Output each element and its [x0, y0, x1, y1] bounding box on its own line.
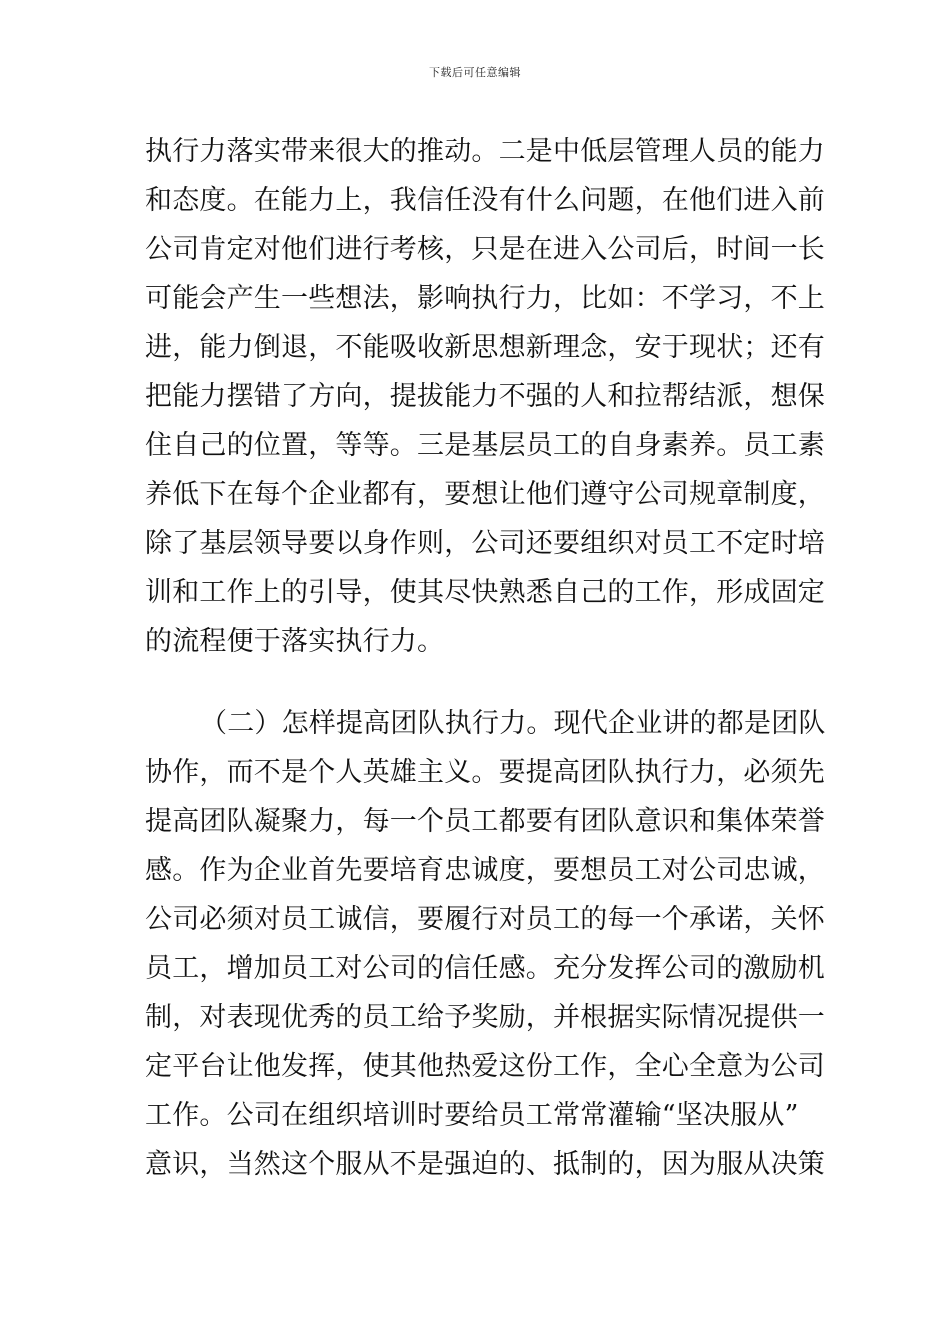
text-line: 养低下在每个企业都有，要想让他们遵守公司规章制度， — [145, 479, 825, 510]
text-line: 把能力摆错了方向，提拔能力不强的人和拉帮结派，想保 — [145, 381, 825, 412]
text-line: 可能会产生一些想法，影响执行力，比如：不学习，不上 — [145, 283, 825, 314]
text-line: 员工，增加员工对公司的信任感。充分发挥公司的激励机 — [145, 953, 825, 984]
text-line: 训和工作上的引导，使其尽快熟悉自己的工作，形成固定 — [145, 577, 825, 608]
text-line: 执行力落实带来很大的推动。二是中低层管理人员的能力 — [145, 136, 825, 167]
body-paragraph-1 — [145, 127, 825, 666]
text-line: 进，能力倒退，不能吸收新思想新理念，安于现状；还有 — [145, 332, 825, 363]
text-line: 提高团队凝聚力，每一个员工都要有团队意识和集体荣誉 — [145, 806, 825, 837]
text-line: 制，对表现优秀的员工给予奖励，并根据实际情况提供一 — [145, 1002, 825, 1033]
text-line: 除了基层领导要以身作则，公司还要组织对员工不定时培 — [145, 528, 825, 559]
text-line: 感。作为企业首先要培育忠诚度，要想员工对公司忠诚， — [145, 855, 825, 886]
text-line: 和态度。在能力上，我信任没有什么问题，在他们进入前 — [145, 185, 825, 216]
text-line: 公司肯定对他们进行考核，只是在进入公司后，时间一长 — [145, 234, 825, 265]
page-header: 下载后可任意编辑 — [429, 66, 521, 79]
text-line: 住自己的位置，等等。三是基层员工的自身素养。员工素 — [145, 430, 825, 461]
text-line: （二）怎样提高团队执行力。现代企业讲的都是团队 — [200, 708, 826, 739]
body-paragraph-2 — [145, 699, 826, 1189]
text-line: 工作。公司在组织培训时要给员工常常灌输“坚决服从” — [145, 1100, 799, 1131]
text-line: 定平台让他发挥，使其他热爱这份工作，全心全意为公司 — [145, 1051, 825, 1082]
text-line: 的流程便于落实执行力。 — [145, 626, 445, 657]
text-line: 公司必须对员工诚信，要履行对员工的每一个承诺，关怀 — [145, 904, 825, 935]
text-line: 意识，当然这个服从不是强迫的、抵制的，因为服从决策 — [145, 1149, 825, 1180]
text-line: 协作，而不是个人英雄主义。要提高团队执行力，必须先 — [145, 757, 825, 788]
